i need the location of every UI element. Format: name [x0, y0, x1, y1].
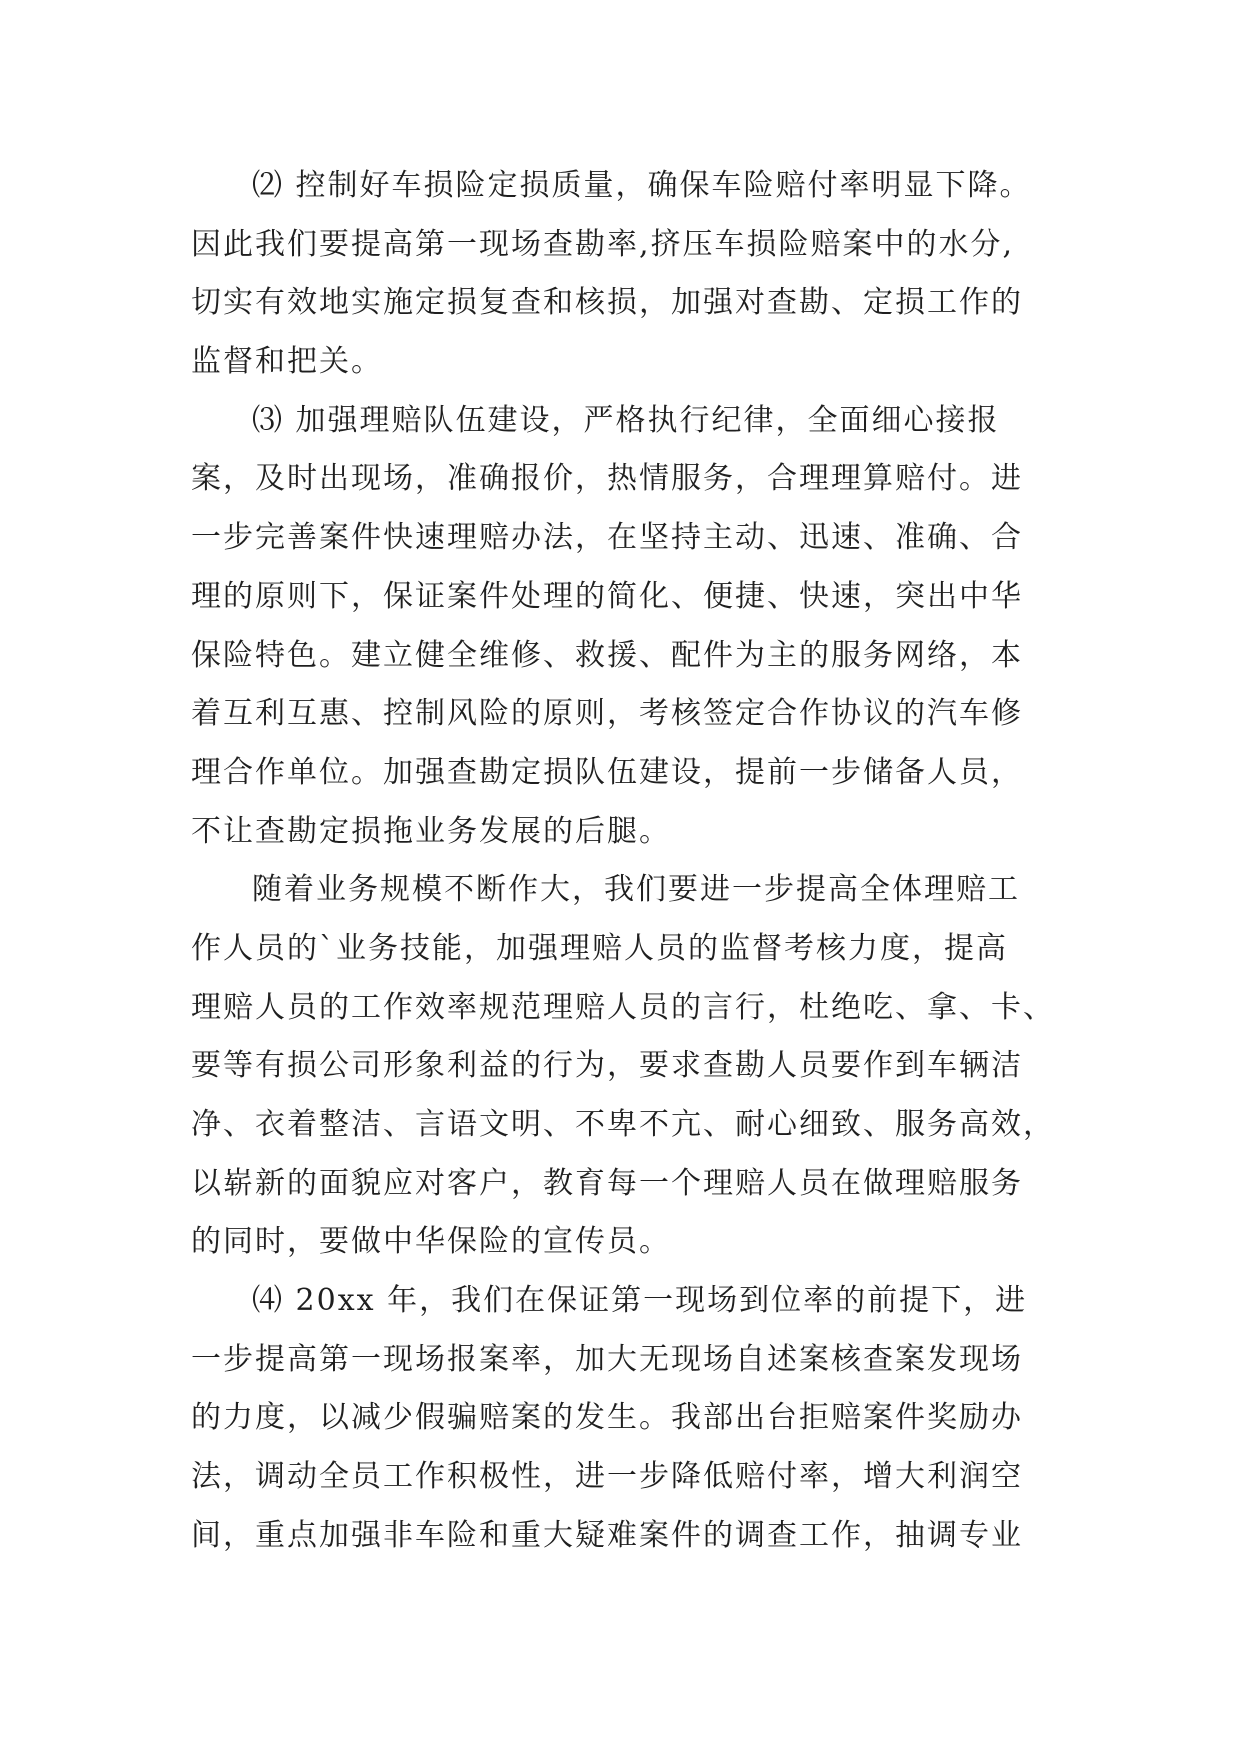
paragraph-staff-line-4: 要等有损公司形象利益的行为，要求查勘人员要作到车辆洁 [191, 1048, 1023, 1084]
paragraph-4-line-4: 法，调动全员工作积极性，进一步降低赔付率，增大利润空 [191, 1459, 1023, 1495]
paragraph-staff-line-3: 理赔人员的工作效率规范理赔人员的言行，杜绝吃、拿、卡、 [191, 989, 1055, 1025]
paragraph-2-line-4: 监督和把关。 [191, 344, 383, 380]
paragraph-3-line-7: 理合作单位。加强查勘定损队伍建设，提前一步储备人员， [191, 754, 1023, 790]
paragraph-4-line-3: 的力度，以减少假骗赔案的发生。我部出台拒赔案件奖励办 [191, 1400, 1023, 1436]
paragraph-staff-line-6: 以崭新的面貌应对客户，教育每一个理赔人员在做理赔服务 [191, 1165, 1023, 1201]
paragraph-staff-line-7: 的同时，要做中华保险的宣传员。 [191, 1224, 671, 1260]
paragraph-3-line-3: 一步完善案件快速理赔办法，在坚持主动、迅速、准确、合 [191, 520, 1023, 556]
paragraph-2-line-1: ⑵ 控制好车损险定损质量，确保车险赔付率明显下降。 [252, 168, 1032, 203]
paragraph-4-line-1: ⑷ 20xx 年，我们在保证第一现场到位率的前提下，进 [252, 1283, 1028, 1319]
paragraph-3-line-1: ⑶ 加强理赔队伍建设，严格执行纪律，全面细心接报 [252, 402, 1000, 438]
paragraph-3-line-5: 保险特色。建立健全维修、救援、配件为主的服务网络，本 [191, 637, 1023, 673]
paragraph-3-line-2: 案，及时出现场，准确报价，热情服务，合理理算赔付。进 [191, 461, 1023, 497]
paragraph-staff-line-5: 净、衣着整洁、言语文明、不卑不亢、耐心细致、服务高效， [191, 1107, 1055, 1142]
paragraph-3-line-6: 着互利互惠、控制风险的原则，考核签定合作协议的汽车修 [191, 696, 1023, 732]
paragraph-2-line-3: 切实有效地实施定损复查和核损，加强对查勘、定损工作的 [191, 285, 1023, 321]
paragraph-2-line-2: 因此我们要提高第一现场查勘率,挤压车损险赔案中的水分, [191, 226, 1015, 262]
paragraph-4-line-5: 间，重点加强非车险和重大疑难案件的调查工作，抽调专业 [191, 1517, 1023, 1553]
paragraph-staff-line-1: 随着业务规模不断作大，我们要进一步提高全体理赔工 [252, 872, 1020, 908]
paragraph-3-line-8: 不让查勘定损拖业务发展的后腿。 [191, 813, 671, 849]
document-body [191, 157, 1071, 1566]
paragraph-staff-line-2: 作人员的`业务技能，加强理赔人员的监督考核力度，提高 [191, 930, 1008, 966]
paragraph-3-line-4: 理的原则下，保证案件处理的简化、便捷、快速，突出中华 [191, 578, 1023, 614]
paragraph-4-line-2: 一步提高第一现场报案率，加大无现场自述案核查案发现场 [191, 1341, 1023, 1377]
